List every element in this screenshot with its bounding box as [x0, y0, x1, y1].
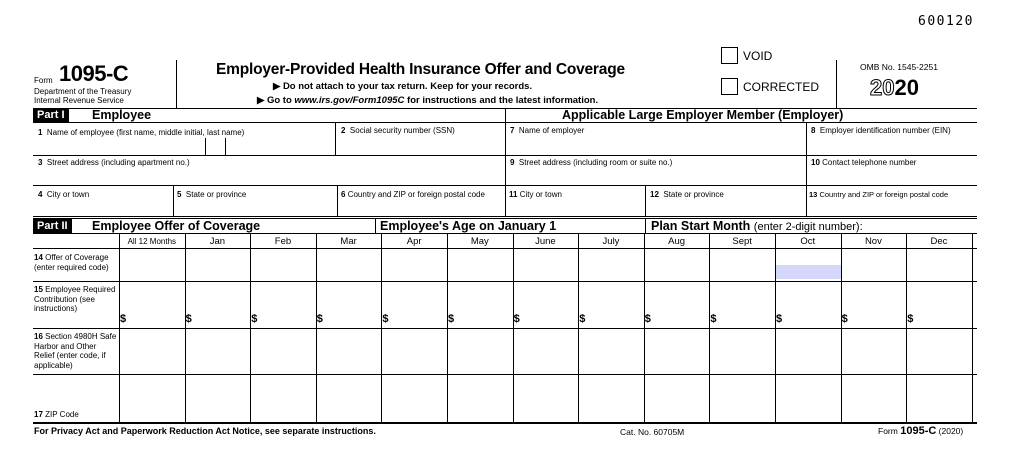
- month-header-nov: Nov: [864, 236, 882, 247]
- zip-code-cell-mar[interactable]: [317, 375, 381, 421]
- month-header-may: May: [470, 236, 489, 247]
- zip-code-cell-july[interactable]: [579, 375, 643, 421]
- month-header-dec: Dec: [930, 236, 948, 247]
- dollar-sign: $: [120, 313, 127, 325]
- field-9-label: 9 Street address (including room or suite no.): [510, 158, 673, 167]
- part2-title: Employee Offer of Coverage: [92, 219, 261, 233]
- month-header-june: June: [535, 236, 556, 247]
- employee-street-field[interactable]: [34, 169, 504, 184]
- offer-of-coverage-cell-june[interactable]: [514, 249, 578, 280]
- form-word: Form: [34, 76, 53, 85]
- corrected-checkbox[interactable]: [721, 78, 738, 95]
- dollar-sign: $: [644, 313, 651, 325]
- employee-contribution-cell-apr[interactable]: [382, 282, 446, 327]
- month-header-aug: Aug: [668, 236, 686, 247]
- ssn-field[interactable]: [336, 137, 504, 154]
- month-header-sept: Sept: [732, 236, 752, 247]
- safe-harbor-code-cell-feb[interactable]: [251, 329, 315, 373]
- footer-form-id: Form 1095-C (2020): [878, 425, 964, 437]
- part2-age-divider: [375, 219, 376, 233]
- corrected-label: CORRECTED: [743, 80, 820, 94]
- employee-contribution-cell-aug[interactable]: [645, 282, 709, 327]
- employee-contribution-cell-jan[interactable]: [186, 282, 250, 327]
- zip-code-cell-dec[interactable]: [907, 375, 971, 421]
- plan-start-month-field[interactable]: [890, 219, 976, 233]
- zip-code-cell-apr[interactable]: [382, 375, 446, 421]
- offer-of-coverage-cell-oct[interactable]: [776, 249, 840, 280]
- field-5-label: 5 State or province: [177, 190, 247, 199]
- void-label: VOID: [743, 49, 773, 63]
- employer-section-title: Applicable Large Employer Member (Employer): [562, 108, 844, 122]
- safe-harbor-code-cell-nov[interactable]: [842, 329, 906, 373]
- month-header-all-12-months: All 12 Months: [127, 237, 177, 246]
- field-7-label: 7 Name of employer: [510, 126, 585, 135]
- employee-contribution-cell-mar[interactable]: [317, 282, 381, 327]
- employer-name-field[interactable]: [506, 137, 805, 154]
- employer-street-field[interactable]: [506, 169, 805, 184]
- safe-harbor-code-cell-mar[interactable]: [317, 329, 381, 373]
- offer-of-coverage-cell-sept[interactable]: [710, 249, 774, 280]
- field-11-label: 11 City or town: [509, 190, 562, 199]
- offer-of-coverage-cell-aug[interactable]: [645, 249, 709, 280]
- privacy-notice: For Privacy Act and Paperwork Reduction Act Notice, see separate instructions.: [34, 426, 376, 436]
- employee-age-field[interactable]: [568, 219, 643, 233]
- offer-of-coverage-cell-all-12-months[interactable]: [120, 249, 184, 280]
- employee-contribution-cell-dec[interactable]: [907, 282, 971, 327]
- zip-code-cell-feb[interactable]: [251, 375, 315, 421]
- instructions-url[interactable]: www.irs.gov/Form1095C: [294, 95, 405, 106]
- part2-bar-bottom: [33, 233, 977, 234]
- safe-harbor-code-cell-july[interactable]: [579, 329, 643, 373]
- zip-code-cell-oct[interactable]: [776, 375, 840, 421]
- header-divider-left: [176, 60, 177, 108]
- employer-state-field[interactable]: [646, 200, 805, 215]
- plan-start-title: Plan Start Month (enter 2-digit number):: [651, 219, 863, 233]
- age-title: Employee's Age on January 1: [380, 219, 557, 233]
- safe-harbor-code-cell-sept[interactable]: [710, 329, 774, 373]
- part1-row-line-3: [33, 216, 977, 217]
- employee-contribution-cell-june[interactable]: [514, 282, 578, 327]
- grid-col-line: [972, 233, 973, 422]
- employee-contribution-cell-july[interactable]: [579, 282, 643, 327]
- instruction-2-suffix: for instructions and the latest information.: [404, 95, 599, 106]
- dollar-sign: $: [579, 313, 586, 325]
- contact-phone-field[interactable]: [807, 169, 976, 184]
- month-header-feb: Feb: [274, 236, 292, 247]
- dollar-sign: $: [841, 313, 848, 325]
- dollar-sign: $: [251, 313, 258, 325]
- field-3-label: 3 Street address (including apartment no.): [38, 158, 190, 167]
- footer-rule: [33, 422, 977, 424]
- safe-harbor-code-cell-june[interactable]: [514, 329, 578, 373]
- dollar-sign: $: [448, 313, 455, 325]
- row-17-label: 17 ZIP Code: [34, 410, 79, 419]
- part2-plan-divider: [645, 219, 646, 233]
- safe-harbor-code-cell-oct[interactable]: [776, 329, 840, 373]
- catalog-number: Cat. No. 60705M: [620, 427, 685, 437]
- month-header-apr: Apr: [406, 236, 422, 247]
- field-1-label: 1 Name of employee (first name, middle initial, last name): [38, 128, 245, 137]
- header-divider-right: [836, 60, 837, 108]
- row-15-label: 15 Employee Required Contribution (see instructions): [34, 285, 116, 313]
- safe-harbor-code-cell-may[interactable]: [448, 329, 512, 373]
- zip-code-cell-all-12-months[interactable]: [120, 375, 184, 421]
- field-4-label: 4 City or town: [38, 190, 90, 199]
- void-checkbox[interactable]: [721, 47, 738, 64]
- form-control-code: 600120: [918, 14, 974, 29]
- form-title: Employer-Provided Health Insurance Offer and Coverage: [216, 61, 625, 78]
- dollar-sign: $: [513, 313, 520, 325]
- employer-city-field[interactable]: [506, 200, 644, 215]
- month-header-jan: Jan: [209, 236, 226, 247]
- field-8-label: 8 Employer identification number (EIN): [811, 126, 951, 135]
- safe-harbor-code-cell-apr[interactable]: [382, 329, 446, 373]
- employee-contribution-cell-sept[interactable]: [710, 282, 774, 327]
- employee-contribution-cell-all-12-months[interactable]: [120, 282, 184, 327]
- offer-of-coverage-cell-july[interactable]: [579, 249, 643, 280]
- department-line-1: Department of the Treasury: [34, 87, 132, 96]
- dollar-sign: $: [776, 313, 783, 325]
- omb-number: OMB No. 1545-2251: [860, 62, 938, 72]
- safe-harbor-code-cell-jan[interactable]: [186, 329, 250, 373]
- dollar-sign: $: [710, 313, 717, 325]
- employee-contribution-cell-oct[interactable]: [776, 282, 840, 327]
- employee-zip-field[interactable]: [338, 200, 504, 215]
- instruction-line-2: [257, 95, 598, 106]
- offer-of-coverage-cell-mar[interactable]: [317, 249, 381, 280]
- offer-of-coverage-cell-nov[interactable]: [842, 249, 906, 280]
- part1-title: Employee: [92, 108, 152, 122]
- row-16-label: 16 Section 4980H Safe Harbor and Other Relief (enter code, if applicable): [34, 332, 117, 370]
- month-header-oct: Oct: [800, 236, 816, 247]
- tax-year-bold: 20: [894, 75, 919, 100]
- zip-code-cell-nov[interactable]: [842, 375, 906, 421]
- offer-of-coverage-cell-feb[interactable]: [251, 249, 315, 280]
- employee-state-field[interactable]: [174, 200, 336, 215]
- zip-code-cell-aug[interactable]: [645, 375, 709, 421]
- field-12-label: 12 State or province: [650, 190, 724, 199]
- employee-contribution-cell-may[interactable]: [448, 282, 512, 327]
- offer-of-coverage-cell-may[interactable]: [448, 249, 512, 280]
- month-header-july: July: [602, 236, 620, 247]
- month-header-mar: Mar: [340, 236, 357, 247]
- instruction-2-prefix: ▶ Go to: [257, 95, 295, 106]
- zip-code-cell-june[interactable]: [514, 375, 578, 421]
- part2-label: Part II: [33, 219, 72, 233]
- offer-of-coverage-cell-dec[interactable]: [907, 249, 971, 280]
- employee-contribution-cell-nov[interactable]: [842, 282, 906, 327]
- safe-harbor-code-cell-all-12-months[interactable]: [120, 329, 184, 373]
- department-line-2: Internal Revenue Service: [34, 96, 124, 105]
- form-number: 1095-C: [59, 61, 129, 86]
- ein-field[interactable]: [807, 137, 976, 154]
- dollar-sign: $: [907, 313, 914, 325]
- zip-code-cell-may[interactable]: [448, 375, 512, 421]
- employee-name-field[interactable]: [34, 139, 334, 154]
- field-6-label: 6 Country and ZIP or foreign postal code: [341, 190, 485, 199]
- row-14-label: 14 Offer of Coverage (enter required code): [34, 253, 109, 272]
- tax-year: [870, 75, 919, 101]
- employee-contribution-cell-feb[interactable]: [251, 282, 315, 327]
- field-10-label: 10 Contact telephone number: [811, 158, 917, 167]
- part1-row-line-1: [33, 155, 977, 156]
- dollar-sign: $: [185, 313, 192, 325]
- zip-code-cell-sept[interactable]: [710, 375, 774, 421]
- dollar-sign: $: [316, 313, 323, 325]
- part1-label: Part I: [33, 108, 69, 122]
- field-13-label: 13 Country and ZIP or foreign postal code: [809, 190, 949, 199]
- zip-code-cell-jan[interactable]: [186, 375, 250, 421]
- instruction-line-1: ▶ Do not attach to your tax return. Keep for your records.: [273, 81, 533, 92]
- part1-row-line-2: [33, 185, 977, 186]
- offer-of-coverage-cell-apr[interactable]: [382, 249, 446, 280]
- safe-harbor-code-cell-aug[interactable]: [645, 329, 709, 373]
- safe-harbor-code-cell-dec[interactable]: [907, 329, 971, 373]
- employee-city-field[interactable]: [34, 200, 172, 215]
- employer-zip-field[interactable]: [807, 200, 976, 215]
- offer-of-coverage-cell-jan[interactable]: [186, 249, 250, 280]
- tax-year-outline: 20: [870, 75, 895, 100]
- dollar-sign: $: [382, 313, 389, 325]
- field-2-label: 2 Social security number (SSN): [341, 126, 455, 135]
